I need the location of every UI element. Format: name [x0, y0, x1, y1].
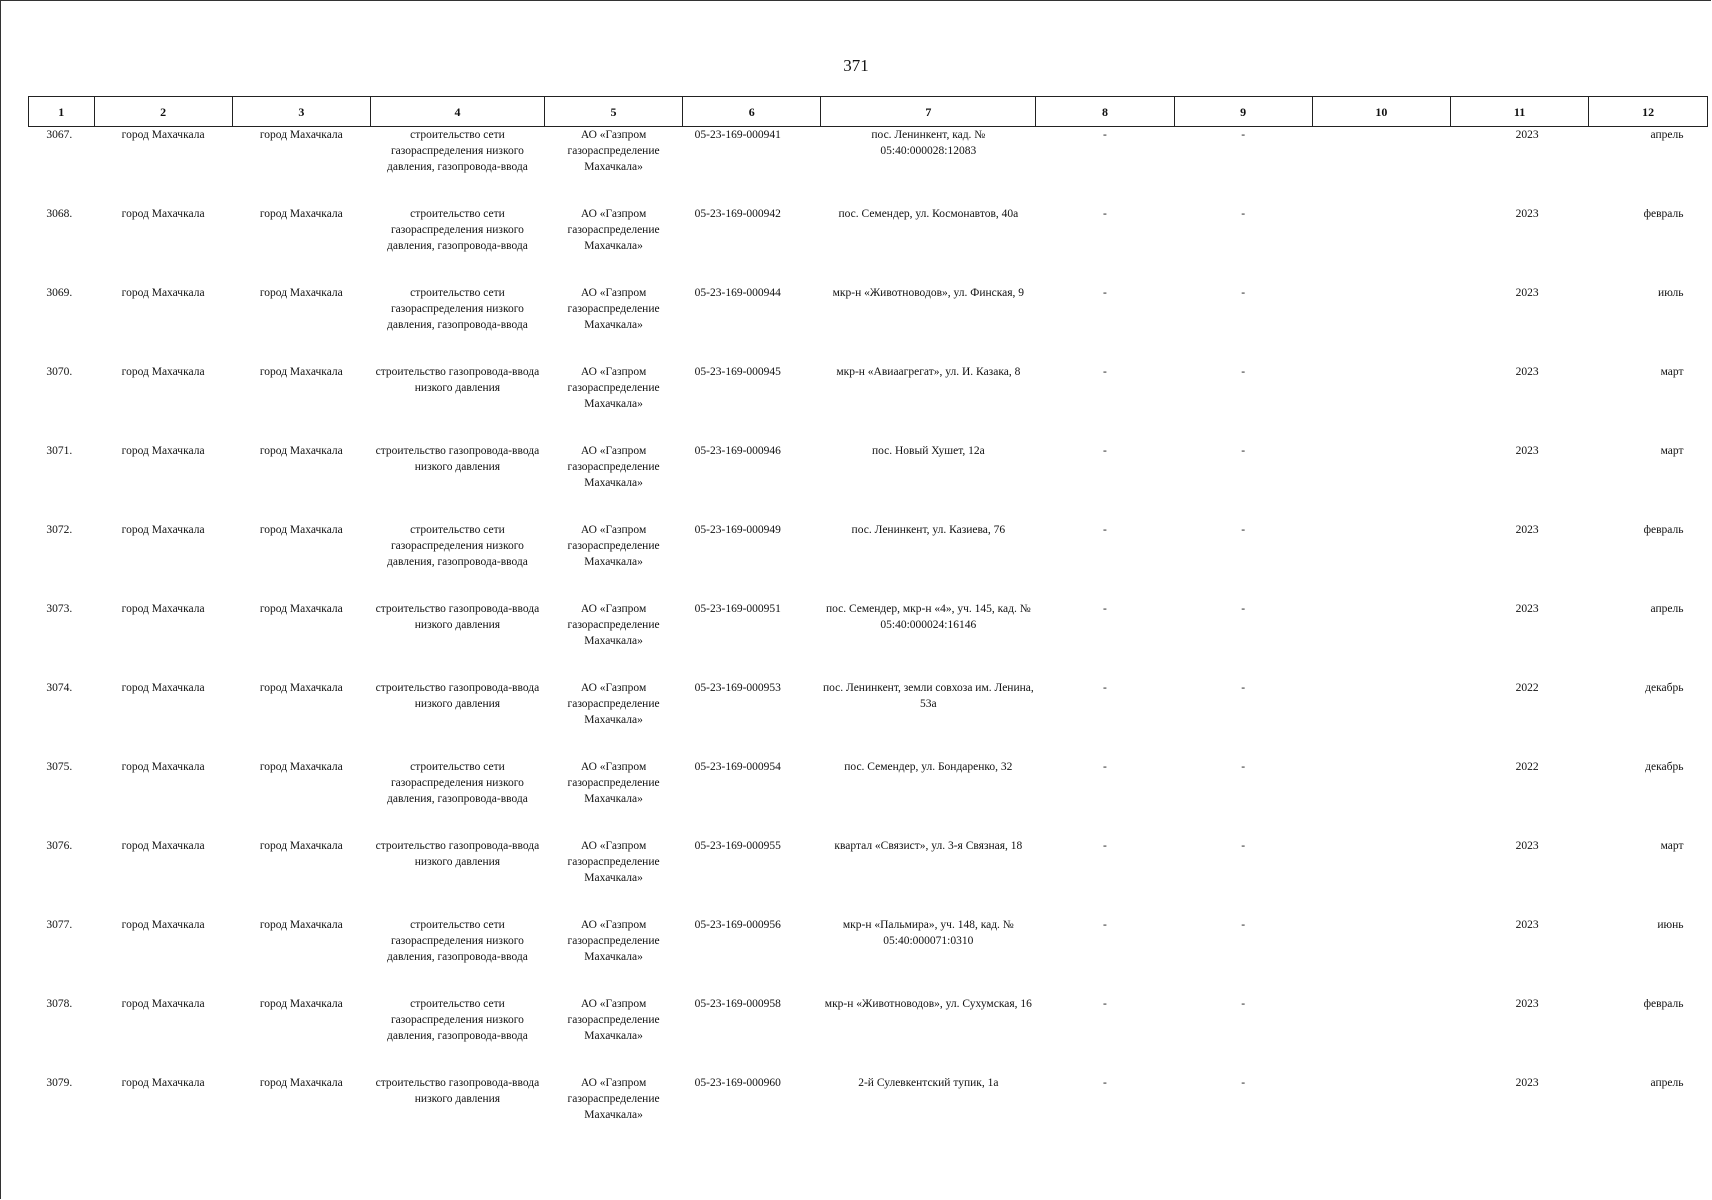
column-header-6: 6	[683, 97, 821, 127]
column-header-3: 3	[232, 97, 370, 127]
table-cell-col-12: март	[1660, 840, 1684, 852]
table-cell-col-2: город Махачкала	[121, 524, 205, 536]
table-row	[29, 838, 1708, 917]
table-cell-col-7: квартал «Связист», ул. 3-я Связная, 18	[834, 840, 1023, 852]
table-cell-col-10	[1312, 364, 1450, 443]
table-cell-col-2: город Махачкала	[121, 129, 205, 141]
table-cell-col-1: 3070.	[46, 366, 73, 378]
table-cell-col-6: 05-23-169-000956	[694, 919, 781, 931]
table-row	[29, 443, 1708, 522]
table-cell-col-3: город Махачкала	[259, 129, 343, 141]
table-row	[29, 522, 1708, 601]
table-cell-col-10	[1312, 206, 1450, 285]
column-header-1: 1	[29, 97, 95, 127]
table-cell-col-5: АО «Газпром газораспределение Махачкала»	[567, 840, 660, 884]
table-cell-col-5: АО «Газпром газораспределение Махачкала»	[567, 998, 660, 1042]
table-cell-col-11: 2023	[1515, 208, 1539, 220]
table-cell-col-2: город Махачкала	[121, 445, 205, 457]
table-cell-col-2: город Махачкала	[121, 603, 205, 615]
table-cell-col-6: 05-23-169-000958	[694, 998, 781, 1010]
table-cell-col-12: март	[1660, 366, 1684, 378]
table-cell-col-7: пос. Новый Хушет, 12а	[871, 445, 985, 457]
table-cell-col-8: -	[1103, 129, 1107, 141]
table-row	[29, 1075, 1708, 1154]
table-cell-col-6: 05-23-169-000953	[694, 682, 781, 694]
table-cell-col-12: апрель	[1650, 603, 1684, 615]
table-cell-col-7: пос. Семендер, ул. Космонавтов, 40а	[838, 208, 1019, 220]
table-cell-col-12: июнь	[1657, 919, 1684, 931]
table-cell-col-5: АО «Газпром газораспределение Махачкала»	[567, 919, 660, 963]
table-cell-col-4: строительство сети газораспределения низкого давления, газопровода-ввода	[387, 287, 528, 331]
table-cell-col-12: март	[1660, 445, 1684, 457]
table-cell-col-5: АО «Газпром газораспределение Махачкала»	[567, 366, 660, 410]
table-cell-col-8: -	[1103, 445, 1107, 457]
table-cell-col-4: строительство сети газораспределения низкого давления, газопровода-ввода	[387, 524, 528, 568]
table-cell-col-1: 3077.	[46, 919, 73, 931]
table-cell-col-1: 3071.	[46, 445, 73, 457]
column-header-8: 8	[1036, 97, 1174, 127]
table-cell-col-12: июль	[1658, 287, 1684, 299]
column-header-11: 11	[1450, 97, 1588, 127]
table-body	[29, 127, 1708, 1155]
table-cell-col-3: город Махачкала	[259, 208, 343, 220]
table-cell-col-7: пос. Ленинкент, ул. Казиева, 76	[851, 524, 1006, 536]
table-cell-col-10	[1312, 127, 1450, 207]
table-header-row	[29, 97, 1708, 127]
column-header-4: 4	[370, 97, 544, 127]
table-cell-col-2: город Махачкала	[121, 761, 205, 773]
table-cell-col-8: -	[1103, 682, 1107, 694]
table-cell-col-3: город Махачкала	[259, 840, 343, 852]
table-cell-col-6: 05-23-169-000955	[694, 840, 781, 852]
table-cell-col-8: -	[1103, 840, 1107, 852]
table-cell-col-1: 3076.	[46, 840, 73, 852]
table-cell-col-1: 3079.	[46, 1077, 73, 1089]
table-cell-col-4: строительство газопровода-ввода низкого давления	[375, 603, 540, 631]
table-cell-col-7: пос. Ленинкент, земли совхоза им. Ленина, 53а	[822, 682, 1034, 710]
table-cell-col-11: 2023	[1515, 603, 1539, 615]
column-header-12: 12	[1589, 97, 1708, 127]
table-cell-col-7: пос. Семендер, ул. Бондаренко, 32	[844, 761, 1013, 773]
table-cell-col-12: февраль	[1643, 998, 1684, 1010]
table-cell-col-12: февраль	[1643, 208, 1684, 220]
table-cell-col-10	[1312, 838, 1450, 917]
table-row	[29, 680, 1708, 759]
table-cell-col-6: 05-23-169-000960	[694, 1077, 781, 1089]
table-cell-col-2: город Махачкала	[121, 998, 205, 1010]
table-row	[29, 996, 1708, 1075]
table-cell-col-1: 3067.	[46, 129, 73, 141]
table-cell-col-1: 3072.	[46, 524, 73, 536]
table-cell-col-5: АО «Газпром газораспределение Махачкала»	[567, 603, 660, 647]
table-cell-col-11: 2022	[1515, 682, 1539, 694]
table-cell-col-5: АО «Газпром газораспределение Махачкала»	[567, 524, 660, 568]
table-cell-col-1: 3075.	[46, 761, 73, 773]
table-cell-col-7: мкр-н «Пальмира», уч. 148, кад. № 05:40:000071:0310	[842, 919, 1014, 947]
table-cell-col-8: -	[1103, 287, 1107, 299]
table-cell-col-12: апрель	[1650, 1077, 1684, 1089]
table-cell-col-2: город Махачкала	[121, 366, 205, 378]
table-cell-col-5: АО «Газпром газораспределение Махачкала»	[567, 1077, 660, 1121]
table-cell-col-6: 05-23-169-000945	[694, 366, 781, 378]
table-cell-col-9: -	[1241, 129, 1246, 141]
table-cell-col-10	[1312, 522, 1450, 601]
table-cell-col-5: АО «Газпром газораспределение Махачкала»	[567, 445, 660, 489]
table-cell-col-7: мкр-н «Животноводов», ул. Финская, 9	[832, 287, 1025, 299]
table-cell-col-4: строительство газопровода-ввода низкого давления	[375, 840, 540, 868]
table-cell-col-9: -	[1241, 524, 1246, 536]
table-cell-col-3: город Махачкала	[259, 524, 343, 536]
table-cell-col-10	[1312, 759, 1450, 838]
table-cell-col-11: 2023	[1515, 840, 1539, 852]
table-cell-col-3: город Махачкала	[259, 1077, 343, 1089]
table-cell-col-10	[1312, 680, 1450, 759]
table-cell-col-6: 05-23-169-000954	[694, 761, 781, 773]
table-cell-col-6: 05-23-169-000941	[694, 129, 781, 141]
table-cell-col-3: город Махачкала	[259, 287, 343, 299]
table-cell-col-2: город Махачкала	[121, 682, 205, 694]
table-cell-col-3: город Махачкала	[259, 998, 343, 1010]
table-cell-col-3: город Махачкала	[259, 445, 343, 457]
table-cell-col-5: АО «Газпром газораспределение Махачкала»	[567, 682, 660, 726]
table-cell-col-4: строительство газопровода-ввода низкого давления	[375, 445, 540, 473]
table-cell-col-8: -	[1103, 761, 1107, 773]
table-cell-col-4: строительство сети газораспределения низкого давления, газопровода-ввода	[387, 129, 528, 173]
table-cell-col-12: декабрь	[1645, 682, 1684, 694]
table-cell-col-3: город Махачкала	[259, 366, 343, 378]
table-cell-col-7: пос. Семендер, мкр-н «4», уч. 145, кад. № 05:40:000024:16146	[825, 603, 1031, 631]
table-cell-col-8: -	[1103, 919, 1107, 931]
table-cell-col-3: город Махачкала	[259, 603, 343, 615]
table-cell-col-4: строительство сети газораспределения низкого давления, газопровода-ввода	[387, 998, 528, 1042]
table-cell-col-4: строительство сети газораспределения низкого давления, газопровода-ввода	[387, 919, 528, 963]
table-cell-col-9: -	[1241, 208, 1246, 220]
column-header-7: 7	[821, 97, 1036, 127]
table-cell-col-10	[1312, 443, 1450, 522]
table-cell-col-2: город Махачкала	[121, 1077, 205, 1089]
table-cell-col-2: город Махачкала	[121, 919, 205, 931]
table-cell-col-9: -	[1241, 682, 1246, 694]
table-cell-col-5: АО «Газпром газораспределение Махачкала»	[567, 761, 660, 805]
table-cell-col-11: 2023	[1515, 445, 1539, 457]
table-cell-col-2: город Махачкала	[121, 840, 205, 852]
table-cell-col-3: город Махачкала	[259, 682, 343, 694]
table-cell-col-7: пос. Ленинкент, кад. № 05:40:000028:12083	[871, 129, 986, 157]
table-cell-col-9: -	[1241, 445, 1246, 457]
table-cell-col-9: -	[1241, 919, 1246, 931]
table-cell-col-6: 05-23-169-000951	[694, 603, 781, 615]
table-row	[29, 364, 1708, 443]
table-cell-col-7: 2-й Сулевкентский тупик, 1а	[858, 1077, 999, 1089]
table-cell-col-9: -	[1241, 840, 1246, 852]
table-cell-col-2: город Махачкала	[121, 208, 205, 220]
table-cell-col-9: -	[1241, 998, 1246, 1010]
table-cell-col-1: 3078.	[46, 998, 73, 1010]
table-cell-col-4: строительство газопровода-ввода низкого давления	[375, 1077, 540, 1105]
table-row	[29, 127, 1708, 207]
table-cell-col-4: строительство сети газораспределения низкого давления, газопровода-ввода	[387, 208, 528, 252]
table-cell-col-3: город Махачкала	[259, 919, 343, 931]
table-cell-col-12: февраль	[1643, 524, 1684, 536]
table-cell-col-1: 3068.	[46, 208, 73, 220]
table-cell-col-11: 2023	[1515, 524, 1539, 536]
table-cell-col-9: -	[1241, 1077, 1246, 1089]
table-cell-col-12: апрель	[1650, 129, 1684, 141]
page-number: 371	[843, 56, 869, 75]
table-cell-col-8: -	[1103, 366, 1107, 378]
table-cell-col-1: 3069.	[46, 287, 73, 299]
table-cell-col-5: АО «Газпром газораспределение Махачкала»	[567, 129, 660, 173]
table-cell-col-10	[1312, 917, 1450, 996]
table-cell-col-4: строительство газопровода-ввода низкого давления	[375, 366, 540, 394]
table-cell-col-8: -	[1103, 524, 1107, 536]
table-cell-col-8: -	[1103, 603, 1107, 615]
table-cell-col-8: -	[1103, 208, 1107, 220]
table-cell-col-11: 2023	[1515, 919, 1539, 931]
table-cell-col-10	[1312, 285, 1450, 364]
column-header-5: 5	[544, 97, 682, 127]
table-cell-col-5: АО «Газпром газораспределение Махачкала»	[567, 208, 660, 252]
table-cell-col-7: мкр-н «Авиаагрегат», ул. И. Казака, 8	[836, 366, 1021, 378]
gas-projects-table	[28, 96, 1708, 1154]
column-header-10: 10	[1312, 97, 1450, 127]
table-cell-col-11: 2023	[1515, 287, 1539, 299]
table-row	[29, 285, 1708, 364]
table-cell-col-12: декабрь	[1645, 761, 1684, 773]
table-cell-col-4: строительство сети газораспределения низкого давления, газопровода-ввода	[387, 761, 528, 805]
table-cell-col-9: -	[1241, 366, 1246, 378]
table-cell-col-1: 3073.	[46, 603, 73, 615]
table-cell-col-6: 05-23-169-000946	[694, 445, 781, 457]
table-cell-col-8: -	[1103, 998, 1107, 1010]
table-cell-col-6: 05-23-169-000949	[694, 524, 781, 536]
table-cell-col-10	[1312, 601, 1450, 680]
table-cell-col-11: 2023	[1515, 1077, 1539, 1089]
table-cell-col-9: -	[1241, 761, 1246, 773]
table-row	[29, 759, 1708, 838]
table-cell-col-5: АО «Газпром газораспределение Махачкала»	[567, 287, 660, 331]
table-cell-col-6: 05-23-169-000942	[694, 208, 781, 220]
table-cell-col-1: 3074.	[46, 682, 73, 694]
table-cell-col-6: 05-23-169-000944	[694, 287, 781, 299]
table-cell-col-10	[1312, 996, 1450, 1075]
column-header-2: 2	[94, 97, 232, 127]
table-cell-col-9: -	[1241, 287, 1246, 299]
column-header-9: 9	[1174, 97, 1312, 127]
table-row	[29, 206, 1708, 285]
table-cell-col-9: -	[1241, 603, 1246, 615]
table-cell-col-11: 2023	[1515, 129, 1539, 141]
table-cell-col-10	[1312, 1075, 1450, 1154]
table-row	[29, 601, 1708, 680]
table-cell-col-11: 2023	[1515, 998, 1539, 1010]
table-cell-col-4: строительство газопровода-ввода низкого давления	[375, 682, 540, 710]
table-cell-col-2: город Махачкала	[121, 287, 205, 299]
table-cell-col-7: мкр-н «Животноводов», ул. Сухумская, 16	[824, 998, 1032, 1010]
table-cell-col-11: 2023	[1515, 366, 1539, 378]
table-cell-col-8: -	[1103, 1077, 1107, 1089]
table-row	[29, 917, 1708, 996]
table-cell-col-11: 2022	[1515, 761, 1539, 773]
table-cell-col-3: город Махачкала	[259, 761, 343, 773]
